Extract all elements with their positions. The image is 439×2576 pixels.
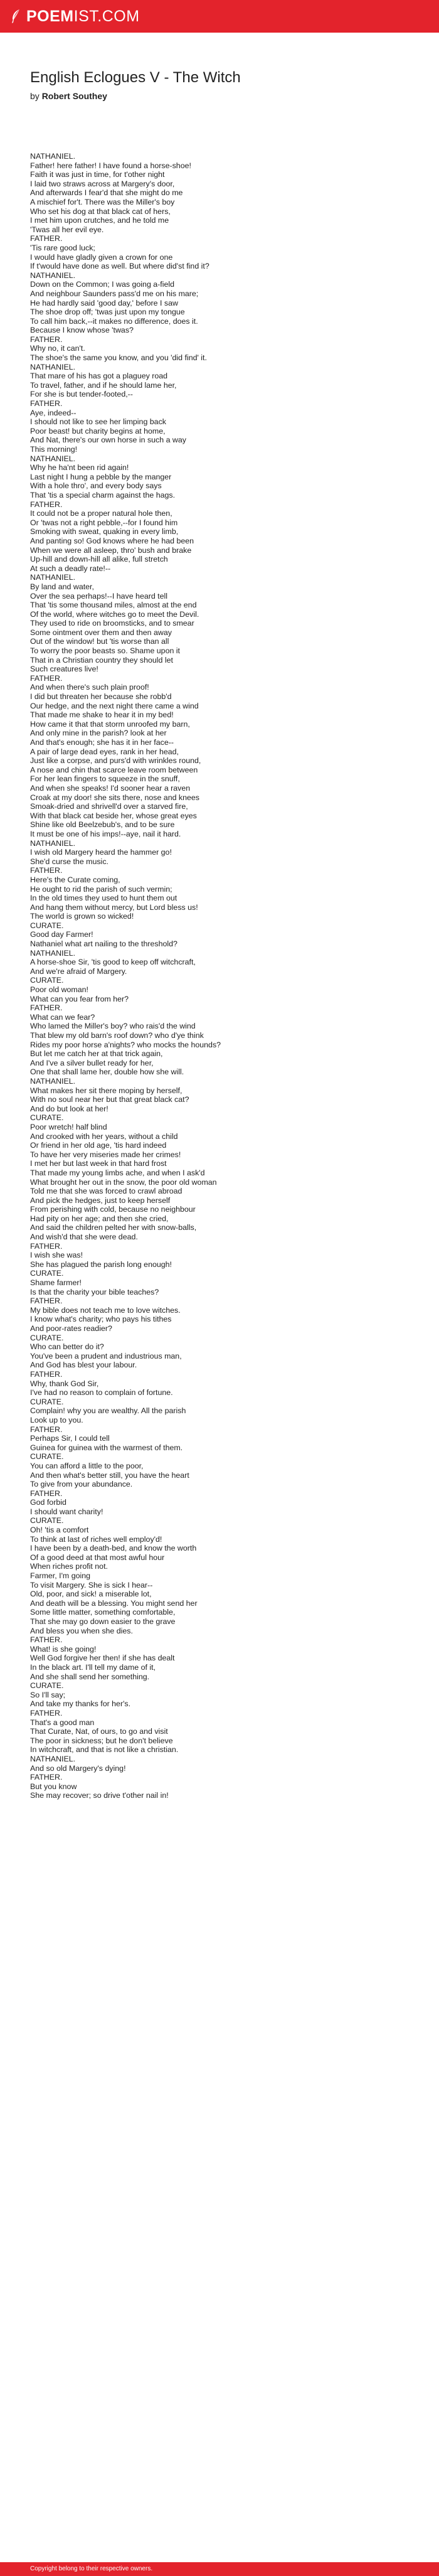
poem-line: One that shall lame her, double how she will. bbox=[30, 1067, 184, 1077]
poem-line: If t'would have done as well. But where did'st find it? bbox=[30, 262, 209, 271]
poem-line: Why no, it can't. bbox=[30, 344, 85, 353]
poem-line: With no soul near her but that great black cat? bbox=[30, 1095, 189, 1104]
poem-line: The world is grown so wicked! bbox=[30, 912, 134, 921]
poem-line: Who set his dog at that black cat of hers, bbox=[30, 206, 171, 216]
poem-line: Down on the Common; I was going a-field bbox=[30, 280, 175, 289]
poem-line: CURATE. bbox=[30, 1516, 64, 1526]
poem-title: English Eclogues V - The Witch bbox=[30, 69, 241, 86]
poem-line: FATHER. bbox=[30, 866, 63, 875]
poem-line: And when she speaks! I'd sooner hear a raven bbox=[30, 783, 191, 793]
poem-line: When riches profit not. bbox=[30, 1562, 108, 1571]
poem-line: To have her very miseries made her crimes! bbox=[30, 1150, 181, 1159]
poem-line: CURATE. bbox=[30, 1681, 64, 1691]
copyright-text: Copyright belong to their respective owners. bbox=[30, 2565, 153, 2572]
poem-line: And hang them without mercy, but Lord bless us! bbox=[30, 902, 198, 912]
poem-line: To call him back,--it makes no difference, does it. bbox=[30, 316, 198, 326]
poem-line: I did but threaten her because she robb'd bbox=[30, 692, 172, 702]
poem-line: And she shall send her something. bbox=[30, 1672, 150, 1681]
poem-line: And pick the hedges, just to keep herself bbox=[30, 1195, 171, 1205]
poem-line: CURATE. bbox=[30, 1452, 64, 1462]
poem-line: FATHER. bbox=[30, 334, 63, 344]
poem-line: And I've a silver bullet ready for her, bbox=[30, 1058, 154, 1067]
poem-line: CURATE. bbox=[30, 1113, 64, 1123]
byline bbox=[30, 91, 107, 101]
poem-line: To think at last of riches well employ'd! bbox=[30, 1534, 162, 1544]
poem-line: Here's the Curate coming, bbox=[30, 875, 120, 884]
author-link[interactable]: Robert Southey bbox=[41, 91, 107, 101]
poem-line: That made my young limbs ache, and when I ask'd bbox=[30, 1168, 205, 1177]
poem-line: NATHANIEL. bbox=[30, 1754, 76, 1763]
poem-line: Well God forgive her then! if she has dealt bbox=[30, 1654, 175, 1663]
poem-line: I wish old Margery heard the hammer go! bbox=[30, 848, 172, 857]
poem-line: I know what's charity; who pays his tithes bbox=[30, 1315, 172, 1324]
poem-line: Rides my poor horse a'nights? who mocks the hounds? bbox=[30, 1040, 221, 1049]
poem-line: What can you fear from her? bbox=[30, 994, 129, 1003]
poem-line: With a hole thro', and every body says bbox=[30, 481, 162, 491]
poem-line: So I'll say; bbox=[30, 1690, 66, 1699]
poem-line: What can we fear? bbox=[30, 1012, 95, 1022]
poem-line: Father! here father! I have found a horse-shoe! bbox=[30, 161, 191, 170]
poem-line: And death will be a blessing. You might send her bbox=[30, 1598, 198, 1608]
poem-line: You've been a prudent and industrious man, bbox=[30, 1351, 182, 1360]
poem-line: CURATE. bbox=[30, 1333, 64, 1342]
poem-line: FATHER. bbox=[30, 500, 63, 509]
poem-line: Of the world, where witches go to meet the Devil. bbox=[30, 609, 199, 619]
poem-line: And so old Margery's dying! bbox=[30, 1763, 126, 1773]
poem-line: And do but look at her! bbox=[30, 1104, 108, 1113]
poem-line: Nathaniel what art nailing to the threshold? bbox=[30, 939, 177, 949]
poem-line: 'Twas all her evil eye. bbox=[30, 225, 104, 234]
poem-line: She has plagued the parish long enough! bbox=[30, 1259, 172, 1269]
poem-line: It could not be a proper natural hole then, bbox=[30, 509, 172, 518]
poem-line: Poor beast! but charity begins at home, bbox=[30, 426, 166, 436]
poem-line: NATHANIEL. bbox=[30, 948, 76, 958]
poem-line: Such creatures live! bbox=[30, 665, 98, 674]
poem-line: By land and water, bbox=[30, 582, 94, 591]
poem-line: Our hedge, and the next night there came a wind bbox=[30, 701, 199, 710]
logo-bold-text: POEM bbox=[26, 8, 74, 25]
poem-line: And panting so! God knows where he had been bbox=[30, 536, 194, 545]
poem-line: FATHER. bbox=[30, 1296, 63, 1306]
poem-line: NATHANIEL. bbox=[30, 454, 76, 463]
poem-line: A pair of large dead eyes, rank in her head, bbox=[30, 747, 179, 756]
poem-line: And Nat, there's our own horse in such a way bbox=[30, 436, 186, 445]
poem-line: I would have gladly given a crown for one bbox=[30, 252, 173, 262]
poem-line: To visit Margery. She is sick I hear-- bbox=[30, 1580, 153, 1590]
poem-line: But you know bbox=[30, 1782, 77, 1791]
poem-line: A nose and chin that scarce leave room between bbox=[30, 765, 198, 774]
poem-line: And bless you when she dies. bbox=[30, 1626, 133, 1635]
quill-icon[interactable] bbox=[10, 8, 23, 24]
poem-line: Or friend in her old age, 'tis hard indeed bbox=[30, 1141, 167, 1150]
poem-line: You can afford a little to the poor, bbox=[30, 1461, 144, 1470]
poem-line: He ought to rid the parish of such vermin; bbox=[30, 884, 172, 894]
poem-line: I've had no reason to complain of fortune. bbox=[30, 1388, 173, 1398]
poem-line: Why he ha'nt been rid again! bbox=[30, 463, 129, 473]
poem-line: Poor wretch! half blind bbox=[30, 1122, 107, 1131]
poem-line: She'd curse the music. bbox=[30, 857, 108, 866]
byline-prefix: by bbox=[30, 91, 40, 101]
poem-line: In witchcraft, and that is not like a christian. bbox=[30, 1745, 179, 1755]
poem-line: And take my thanks for her's. bbox=[30, 1699, 131, 1709]
poem-line: Oh! 'tis a comfort bbox=[30, 1526, 89, 1535]
poem-line: In the black art. I'll tell my dame of it, bbox=[30, 1662, 156, 1672]
poem-line: I wish she was! bbox=[30, 1251, 83, 1260]
logo-light-text: IST.COM bbox=[73, 8, 140, 25]
poem-line: NATHANIEL. bbox=[30, 152, 76, 161]
poem-line: Smoak-dried and shrivell'd over a starved fire, bbox=[30, 802, 188, 811]
poem-line: Up-hill and down-hill all alike, full stretch bbox=[30, 555, 168, 564]
poem-line: Faith it was just in time, for t'other night bbox=[30, 170, 165, 179]
poem-line: I met him upon crutches, and he told me bbox=[30, 216, 169, 225]
poem-line: And afterwards I fear'd that she might do me bbox=[30, 188, 183, 198]
poem-line: The shoe's the same you know, and you 'did find' it. bbox=[30, 353, 207, 363]
poem-line: Complain! why you are wealthy. All the parish bbox=[30, 1406, 186, 1416]
poem-line: To travel, father, and if he should lame her, bbox=[30, 380, 177, 390]
poem-line: FATHER. bbox=[30, 1424, 63, 1434]
poem-line: The shoe drop off; 'twas just upon my tongue bbox=[30, 307, 185, 317]
poem-line: I met her but last week in that hard frost bbox=[30, 1159, 167, 1168]
poem-line: FATHER. bbox=[30, 234, 63, 243]
poem-line: What! is she going! bbox=[30, 1644, 97, 1654]
poem-line: Last night I hung a pebble by the manger bbox=[30, 472, 172, 481]
poem-line: Why, thank God Sir, bbox=[30, 1379, 99, 1388]
poem-line: And wish'd that she were dead. bbox=[30, 1232, 138, 1242]
poem-line: Shine like old Beelzebub's, and to be sure bbox=[30, 820, 175, 830]
poem-line: I should want charity! bbox=[30, 1507, 103, 1516]
poem-line: Some ointment over them and then away bbox=[30, 628, 172, 637]
poem-line: CURATE. bbox=[30, 1397, 64, 1406]
poem-line: He had hardly said 'good day,' before I saw bbox=[30, 298, 178, 307]
poem-line: Perhaps Sir, I could tell bbox=[30, 1434, 110, 1443]
poem-line: But let me catch her at that trick again, bbox=[30, 1049, 163, 1059]
poem-line: Poor old woman! bbox=[30, 985, 88, 995]
poem-line: For her lean fingers to squeeze in the snuff, bbox=[30, 774, 180, 784]
poem-line: The poor in sickness; but he don't believe bbox=[30, 1736, 173, 1745]
poem-line: FATHER. bbox=[30, 1241, 63, 1251]
poem-line: Guinea for guinea with the warmest of them. bbox=[30, 1443, 183, 1452]
poem-line: A mischief for't. There was the Miller's boy bbox=[30, 197, 175, 206]
poem-line: Told me that she was forced to crawl abroad bbox=[30, 1187, 182, 1196]
poem-line: Out of the window! but 'tis worse than all bbox=[30, 637, 169, 646]
poem-line: CURATE. bbox=[30, 921, 64, 930]
poem-line: Just like a corpse, and purs'd with wrinkles round, bbox=[30, 756, 201, 766]
poem-line: Farmer, I'm going bbox=[30, 1571, 91, 1581]
poem-line: And neighbour Saunders pass'd me on his mare; bbox=[30, 289, 199, 298]
poem-line: She may recover; so drive t'other nail in! bbox=[30, 1791, 169, 1800]
poem-line: Had pity on her age; and then she cried, bbox=[30, 1214, 169, 1223]
poem-line: That blew my old barn's roof down? who d'ye think bbox=[30, 1031, 204, 1040]
poem-line: That in a Christian country they should let bbox=[30, 655, 173, 665]
poem-line: Look up to you. bbox=[30, 1415, 83, 1424]
poem-line: FATHER. bbox=[30, 1635, 63, 1645]
poem-line: FATHER. bbox=[30, 1488, 63, 1498]
poem-line: Good day Farmer! bbox=[30, 930, 93, 939]
poem-line: Who can better do it? bbox=[30, 1342, 104, 1352]
poem-line: Because I know whose 'twas? bbox=[30, 326, 134, 335]
poem-line: FATHER. bbox=[30, 1369, 63, 1379]
poem-line: Shame farmer! bbox=[30, 1278, 82, 1288]
poem-line: FATHER. bbox=[30, 1773, 63, 1782]
poem-line: In the old times they used to hunt them out bbox=[30, 894, 177, 903]
poem-line: I have been by a death-bed, and know the worth bbox=[30, 1544, 197, 1553]
poem-line: Or 'twas not a right pebble,--for I found him bbox=[30, 518, 178, 527]
poem-line: FATHER. bbox=[30, 399, 63, 409]
poem-line: 'Tis rare good luck; bbox=[30, 243, 95, 252]
poem-line: That mare of his has got a plaguey road bbox=[30, 371, 168, 381]
poem-line: And we're afraid of Margery. bbox=[30, 966, 127, 976]
poem-line: NATHANIEL. bbox=[30, 362, 76, 371]
poem-line: How came it that that storm unroofed my barn, bbox=[30, 719, 190, 729]
poem-line: NATHANIEL. bbox=[30, 270, 76, 280]
poem-line: And crooked with her years, without a child bbox=[30, 1131, 178, 1141]
poem-line: God forbid bbox=[30, 1498, 66, 1507]
poem-line: And God has blest your labour. bbox=[30, 1360, 137, 1370]
poem-line: And poor-rates readier? bbox=[30, 1324, 112, 1333]
poem-line: And then what's better still, you have the heart bbox=[30, 1470, 189, 1480]
poem-line: And said the children pelted her with snow-balls, bbox=[30, 1223, 197, 1232]
poem-line: What brought her out in the snow, the poor old woman bbox=[30, 1177, 217, 1187]
site-header bbox=[0, 0, 439, 33]
poem-line: Is that the charity your bible teaches? bbox=[30, 1287, 159, 1296]
poem-line: At such a deadly rate!-- bbox=[30, 564, 111, 573]
poem-body bbox=[30, 152, 419, 1800]
poem-line: CURATE. bbox=[30, 1269, 64, 1278]
poem-line: NATHANIEL. bbox=[30, 838, 76, 848]
site-footer bbox=[0, 2562, 439, 2576]
poem-line: That 'tis a special charm against the hags. bbox=[30, 490, 176, 500]
poem-line: Smoking with sweat, quaking in every limb, bbox=[30, 527, 179, 537]
poem-line: My bible does not teach me to love witches. bbox=[30, 1305, 181, 1315]
poem-line: Some little matter, something comfortable, bbox=[30, 1608, 176, 1617]
poem-line: Old, poor, and sick! a miserable lot, bbox=[30, 1590, 152, 1599]
poem-line: A horse-shoe Sir, 'tis good to keep off witchcraft, bbox=[30, 958, 196, 967]
poem-line: I should not like to see her limping back bbox=[30, 417, 166, 427]
poem-line: It must be one of his imps!--aye, nail it hard. bbox=[30, 829, 181, 838]
poem-line: And that's enough; she has it in her face-- bbox=[30, 738, 174, 747]
poem-line: And when there's such plain proof! bbox=[30, 683, 149, 692]
poem-line: Who lamed the Miller's boy? who rais'd the wind bbox=[30, 1022, 196, 1031]
poem-line: To worry the poor beasts so. Shame upon it bbox=[30, 646, 180, 656]
poem-line: CURATE. bbox=[30, 976, 64, 985]
poem-line: That 'tis some thousand miles, almost at the end bbox=[30, 601, 197, 610]
poem-line: From perishing with cold, because no neighbour bbox=[30, 1205, 196, 1214]
poem-line: That Curate, Nat, of ours, to go and visit bbox=[30, 1727, 168, 1736]
poem-line: That's a good man bbox=[30, 1718, 95, 1727]
poem-line: What makes her sit there moping by herself, bbox=[30, 1086, 182, 1095]
poem-line: Aye, indeed-- bbox=[30, 408, 77, 417]
poem-line: For she is but tender-footed,-- bbox=[30, 390, 133, 399]
poem-line: FATHER. bbox=[30, 673, 63, 683]
poem-line: They used to ride on broomsticks, and to smear bbox=[30, 619, 194, 628]
poem-line: Croak at my door! she sits there, nose and knees bbox=[30, 793, 199, 802]
poem-line: Of a good deed at that most awful hour bbox=[30, 1553, 165, 1562]
poem-line: That she may go down easier to the grave bbox=[30, 1617, 176, 1626]
poem-line: And only mine in the parish? look at her bbox=[30, 729, 167, 738]
poem-line: NATHANIEL. bbox=[30, 573, 76, 582]
site-logo[interactable] bbox=[26, 0, 140, 33]
poem-line: FATHER. bbox=[30, 1708, 63, 1718]
poem-line: NATHANIEL. bbox=[30, 1076, 76, 1086]
poem-line: This morning! bbox=[30, 445, 78, 454]
poem-line: To give from your abundance. bbox=[30, 1480, 133, 1489]
poem-line: I laid two straws across at Margery's door, bbox=[30, 179, 175, 188]
poem-line: Over the sea perhaps!--I have heard tell bbox=[30, 591, 168, 601]
poem-line: That made me shake to hear it in my bed! bbox=[30, 710, 174, 720]
poem-line: FATHER. bbox=[30, 1003, 63, 1013]
poem-line: With that black cat beside her, whose great eyes bbox=[30, 811, 197, 820]
poem-line: When we were all asleep, thro' bush and brake bbox=[30, 545, 192, 555]
